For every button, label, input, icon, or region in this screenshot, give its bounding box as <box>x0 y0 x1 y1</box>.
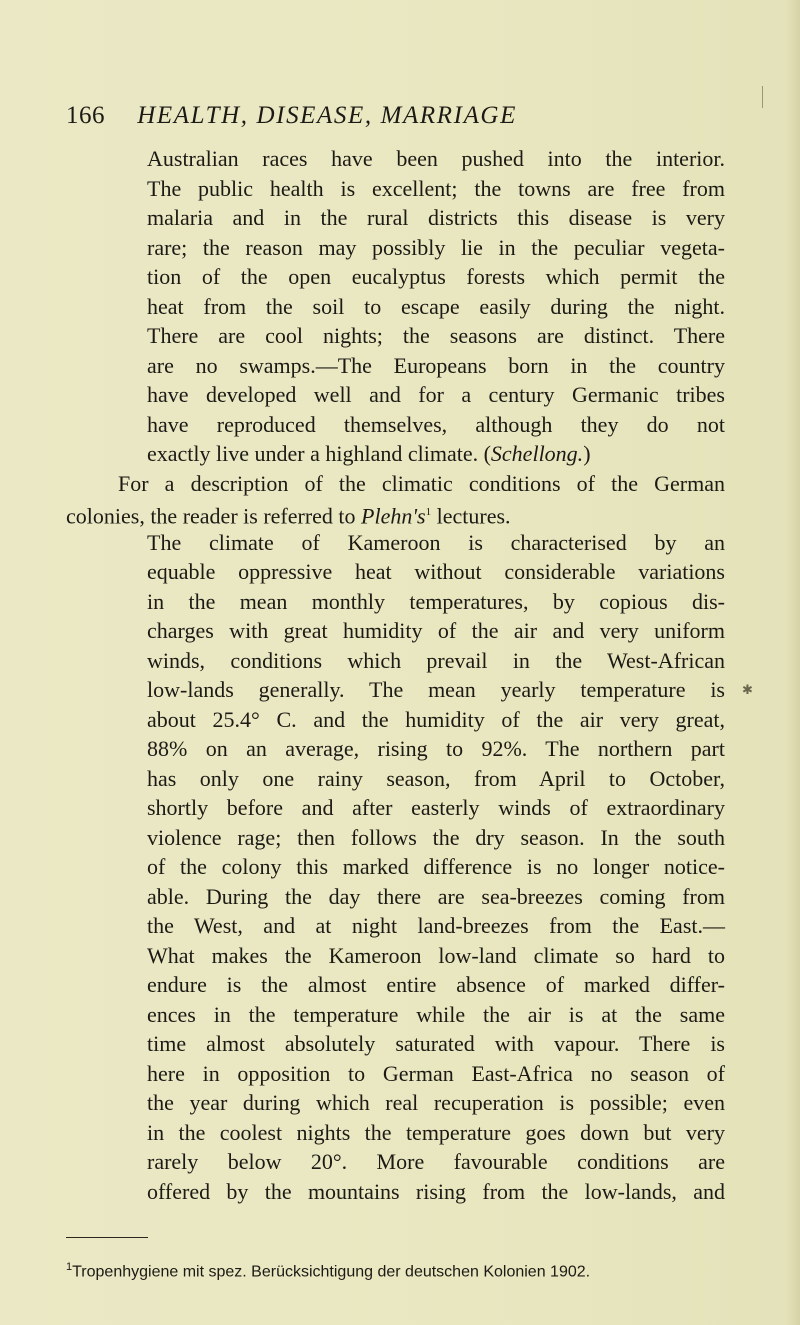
text-line: have developed well and for a century Germanic tribes <box>147 382 725 407</box>
text-line: has only one rainy season, from April to October, <box>147 765 725 791</box>
text-line: malaria and in the rural districts this disease is very <box>147 205 725 230</box>
text-line: in the coolest nights the temperature goes down but very <box>147 1119 725 1145</box>
footnote-marker: 1 <box>425 506 432 518</box>
text-line: The public health is excellent; the towns are free from <box>147 175 725 201</box>
text-line: have reproduced themselves, although they do not <box>147 411 725 437</box>
text-line: The climate of Kameroon is characterised by an <box>147 529 725 555</box>
text-line: winds, conditions which prevail in the West-African <box>147 647 725 673</box>
text-line: are no swamps.—The Europeans born in the country <box>147 352 725 378</box>
text-line: colonies, the reader is referred to Plehn's$^1$ lectures. <box>66 503 511 529</box>
text-line: What makes the Kameroon low-land climate so hard to <box>147 942 725 968</box>
text-line: about 25.4° C. and the humidity of the air very great, <box>147 706 725 732</box>
text-line: charges with great humidity of the air and very uniform <box>147 618 725 643</box>
footnote <box>66 1257 726 1282</box>
text-line: For a description of the climatic conditions of the German <box>118 470 725 496</box>
text-line: able. During the day there are sea-breezes coming from <box>147 883 725 909</box>
text-line: offered by the mountains rising from the low-lands, and <box>147 1178 725 1204</box>
ink-speck: ✱ <box>742 682 753 697</box>
page-number: 166 <box>66 102 105 129</box>
text-line: heat from the soil to escape easily during the night. <box>147 293 725 319</box>
text-line: shortly before and after easterly winds of extraordinary <box>147 795 725 820</box>
footnote-rule <box>66 1237 148 1238</box>
text-line <box>147 439 725 469</box>
text-line: tion of the open eucalyptus forests which permit the <box>147 264 725 289</box>
text-line: time almost absolutely saturated with vapour. There is <box>147 1031 725 1056</box>
text-line: here in opposition to German East-Africa no season of <box>147 1060 725 1086</box>
text-line: equable oppressive heat without considerable variations <box>147 559 725 584</box>
text-line: violence rage; then follows the dry season. In the south <box>147 824 725 850</box>
text-line: the West, and at night land-breezes from the East.— <box>147 913 725 938</box>
page-header <box>66 96 766 136</box>
citation-name: Schellong. <box>490 441 584 466</box>
text-line: rare; the reason may possibly lie in the peculiar vegeta- <box>147 234 725 260</box>
text-line: in the mean monthly temperatures, by copious dis- <box>147 588 725 614</box>
text-line: low-lands generally. The mean yearly temperature is <box>147 677 725 702</box>
text-line: Australian races have been pushed into the interior. <box>147 146 725 171</box>
page-edge-shadow <box>786 0 800 1325</box>
footnote-number: 1 <box>66 1261 73 1273</box>
text-line: rarely below 20°. More favourable conditions are <box>147 1149 725 1174</box>
text-line: of the colony this marked difference is no longer notice- <box>147 854 725 879</box>
text-line: endure is the almost entire absence of marked differ- <box>147 972 725 997</box>
author-reference: Plehn's <box>361 503 426 529</box>
running-title: HEALTH, DISEASE, MARRIAGE <box>137 102 517 129</box>
text-line: the year during which real recuperation is possible; even <box>147 1090 725 1115</box>
text-line: ences in the temperature while the air is at the same <box>147 1001 725 1027</box>
footnote-text: Tropenhygiene mit spez. Berücksichtigung der deutschen Kolonien 1902. <box>72 1263 591 1281</box>
citation-line: exactly live under a highland climate. (Schellong.) <box>147 441 591 466</box>
text-line: 88% on an average, rising to 92%. The northern part <box>147 736 725 761</box>
text-line: There are cool nights; the seasons are distinct. There <box>147 323 725 348</box>
